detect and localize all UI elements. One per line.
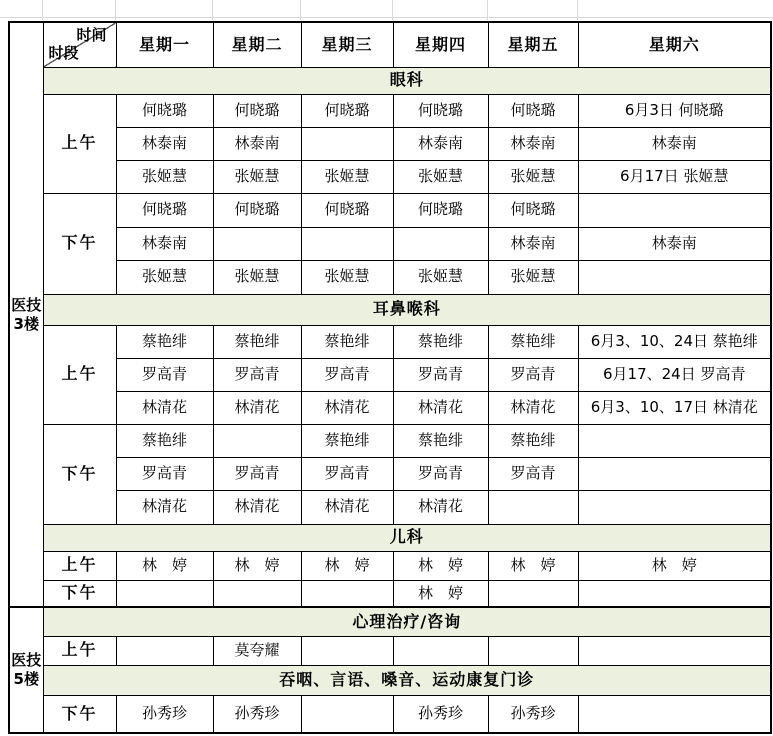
- day-header: 星期四: [393, 22, 488, 67]
- schedule-cell: 林 婷: [578, 551, 771, 580]
- schedule-cell: 莫夸耀: [213, 636, 301, 665]
- schedule-cell: [578, 193, 771, 227]
- schedule-cell: 林清花: [393, 490, 488, 524]
- corner-time-period-cell: [43, 22, 116, 67]
- schedule-cell: 林泰南: [488, 127, 578, 160]
- schedule-cell: 何晓璐: [393, 94, 488, 127]
- schedule-cell: 蔡艳绯: [116, 325, 213, 358]
- schedule-cell: [578, 457, 771, 490]
- schedule-cell: [578, 490, 771, 524]
- schedule-cell: 林清花: [213, 490, 301, 524]
- schedule-cell: 孙秀珍: [213, 695, 301, 733]
- schedule-cell: 蔡艳绯: [393, 325, 488, 358]
- schedule-cell: 蔡艳绯: [301, 424, 393, 457]
- period-label: 下午: [43, 424, 116, 524]
- period-label: 上午: [43, 94, 116, 193]
- schedule-cell: [578, 424, 771, 457]
- schedule-cell: 张姬慧: [488, 260, 578, 294]
- schedule-cell: [488, 580, 578, 607]
- corner-time-label: 时间: [76, 26, 107, 44]
- schedule-cell: [393, 227, 488, 260]
- schedule-cell: 蔡艳绯: [213, 325, 301, 358]
- floor-label-line: 5楼: [13, 670, 39, 688]
- schedule-cell: 何晓璐: [116, 94, 213, 127]
- schedule-cell: 罗高青: [116, 457, 213, 490]
- schedule-cell: [393, 636, 488, 665]
- schedule-cell: 孙秀珍: [488, 695, 578, 733]
- schedule-cell: 罗高青: [213, 358, 301, 391]
- floor-label-line: 3楼: [13, 314, 39, 333]
- section-title: 吞咽、言语、嗓音、运动康复门诊: [43, 665, 771, 695]
- schedule-cell: 孙秀珍: [393, 695, 488, 733]
- schedule-cell: 孙秀珍: [116, 695, 213, 733]
- schedule-table: [8, 21, 772, 734]
- schedule-cell: 张姬慧: [393, 160, 488, 193]
- schedule-cell: 张姬慧: [213, 260, 301, 294]
- schedule-cell: 林泰南: [488, 227, 578, 260]
- schedule-cell: 何晓璐: [213, 193, 301, 227]
- floor-label: [9, 607, 43, 733]
- schedule-cell: [213, 424, 301, 457]
- schedule-cell: 6月17、24日 罗高青: [578, 358, 771, 391]
- schedule-cell: 林 婷: [393, 580, 488, 607]
- day-header: 星期二: [213, 22, 301, 67]
- schedule-cell: 何晓璐: [488, 193, 578, 227]
- schedule-cell: 林泰南: [578, 127, 771, 160]
- schedule-cell: [578, 695, 771, 733]
- schedule-cell: 林泰南: [213, 127, 301, 160]
- schedule-cell: 何晓璐: [116, 193, 213, 227]
- schedule-cell: 林 婷: [301, 551, 393, 580]
- day-header: 星期三: [301, 22, 393, 67]
- schedule-cell: [301, 636, 393, 665]
- schedule-cell: 何晓璐: [213, 94, 301, 127]
- schedule-cell: [488, 490, 578, 524]
- schedule-cell: 罗高青: [488, 358, 578, 391]
- period-label: 上午: [43, 551, 116, 580]
- schedule-cell: 蔡艳绯: [116, 424, 213, 457]
- floor-label: [9, 22, 43, 607]
- schedule-cell: [213, 227, 301, 260]
- schedule-cell: 林 婷: [213, 551, 301, 580]
- schedule-cell: 林泰南: [116, 227, 213, 260]
- period-label: 下午: [43, 580, 116, 607]
- schedule-cell: 罗高青: [393, 457, 488, 490]
- floor-label-line: 医技: [11, 295, 42, 314]
- schedule-cell: 张姬慧: [116, 260, 213, 294]
- schedule-cell: 林清花: [488, 391, 578, 424]
- schedule-cell: 罗高青: [301, 457, 393, 490]
- schedule-cell: 林清花: [301, 490, 393, 524]
- schedule-cell: 6月3、10、24日 蔡艳绯: [578, 325, 771, 358]
- schedule-cell: 张姬慧: [116, 160, 213, 193]
- schedule-cell: 林清花: [213, 391, 301, 424]
- floor-label-line: 医技: [11, 651, 42, 670]
- schedule-cell: 林清花: [116, 391, 213, 424]
- schedule-cell: 林泰南: [393, 127, 488, 160]
- day-header: 星期五: [488, 22, 578, 67]
- schedule-cell: 蔡艳绯: [301, 325, 393, 358]
- schedule-cell: 蔡艳绯: [488, 424, 578, 457]
- schedule-cell: 罗高青: [213, 457, 301, 490]
- period-label: 下午: [43, 193, 116, 294]
- schedule-cell: 6月17日 张姬慧: [578, 160, 771, 193]
- period-label: 下午: [43, 695, 116, 733]
- gridline-horizontal: [0, 17, 773, 18]
- schedule-cell: [116, 580, 213, 607]
- schedule-cell: 张姬慧: [301, 160, 393, 193]
- schedule-cell: 何晓璐: [488, 94, 578, 127]
- schedule-cell: [116, 636, 213, 665]
- schedule-cell: 罗高青: [301, 358, 393, 391]
- schedule-cell: 张姬慧: [301, 260, 393, 294]
- period-label: 上午: [43, 636, 116, 665]
- schedule-cell: [301, 127, 393, 160]
- schedule-cell: 林 婷: [488, 551, 578, 580]
- schedule-cell: 林泰南: [116, 127, 213, 160]
- schedule-cell: 何晓璐: [393, 193, 488, 227]
- schedule-cell: 罗高青: [488, 457, 578, 490]
- schedule-cell: 蔡艳绯: [488, 325, 578, 358]
- section-title: 耳鼻喉科: [43, 294, 771, 325]
- schedule-cell: [488, 636, 578, 665]
- schedule-cell: 何晓璐: [301, 94, 393, 127]
- schedule-cell: 张姬慧: [393, 260, 488, 294]
- schedule-cell: 蔡艳绯: [393, 424, 488, 457]
- schedule-cell: 罗高青: [393, 358, 488, 391]
- schedule-cell: [301, 227, 393, 260]
- schedule-cell: 林 婷: [116, 551, 213, 580]
- schedule-cell: [578, 580, 771, 607]
- section-title: 儿科: [43, 524, 771, 551]
- schedule-cell: 何晓璐: [301, 193, 393, 227]
- schedule-cell: 林泰南: [578, 227, 771, 260]
- schedule-cell: 张姬慧: [213, 160, 301, 193]
- section-title: 心理治疗/咨询: [43, 607, 771, 636]
- corner-period-label: 时段: [48, 44, 79, 63]
- schedule-cell: [578, 260, 771, 294]
- schedule-cell: 林 婷: [393, 551, 488, 580]
- period-label: 上午: [43, 325, 116, 424]
- schedule-cell: 6月3、10、17日 林清花: [578, 391, 771, 424]
- schedule-cell: 林清花: [301, 391, 393, 424]
- schedule-cell: 张姬慧: [488, 160, 578, 193]
- schedule-cell: 林清花: [393, 391, 488, 424]
- section-title: 眼科: [43, 67, 771, 94]
- schedule-cell: 林清花: [116, 490, 213, 524]
- schedule-cell: [301, 695, 393, 733]
- schedule-cell: 罗高青: [116, 358, 213, 391]
- schedule-cell: [213, 580, 301, 607]
- schedule-cell: [578, 636, 771, 665]
- day-header: 星期六: [578, 22, 771, 67]
- day-header: 星期一: [116, 22, 213, 67]
- schedule-cell: 6月3日 何晓璐: [578, 94, 771, 127]
- schedule-cell: [301, 580, 393, 607]
